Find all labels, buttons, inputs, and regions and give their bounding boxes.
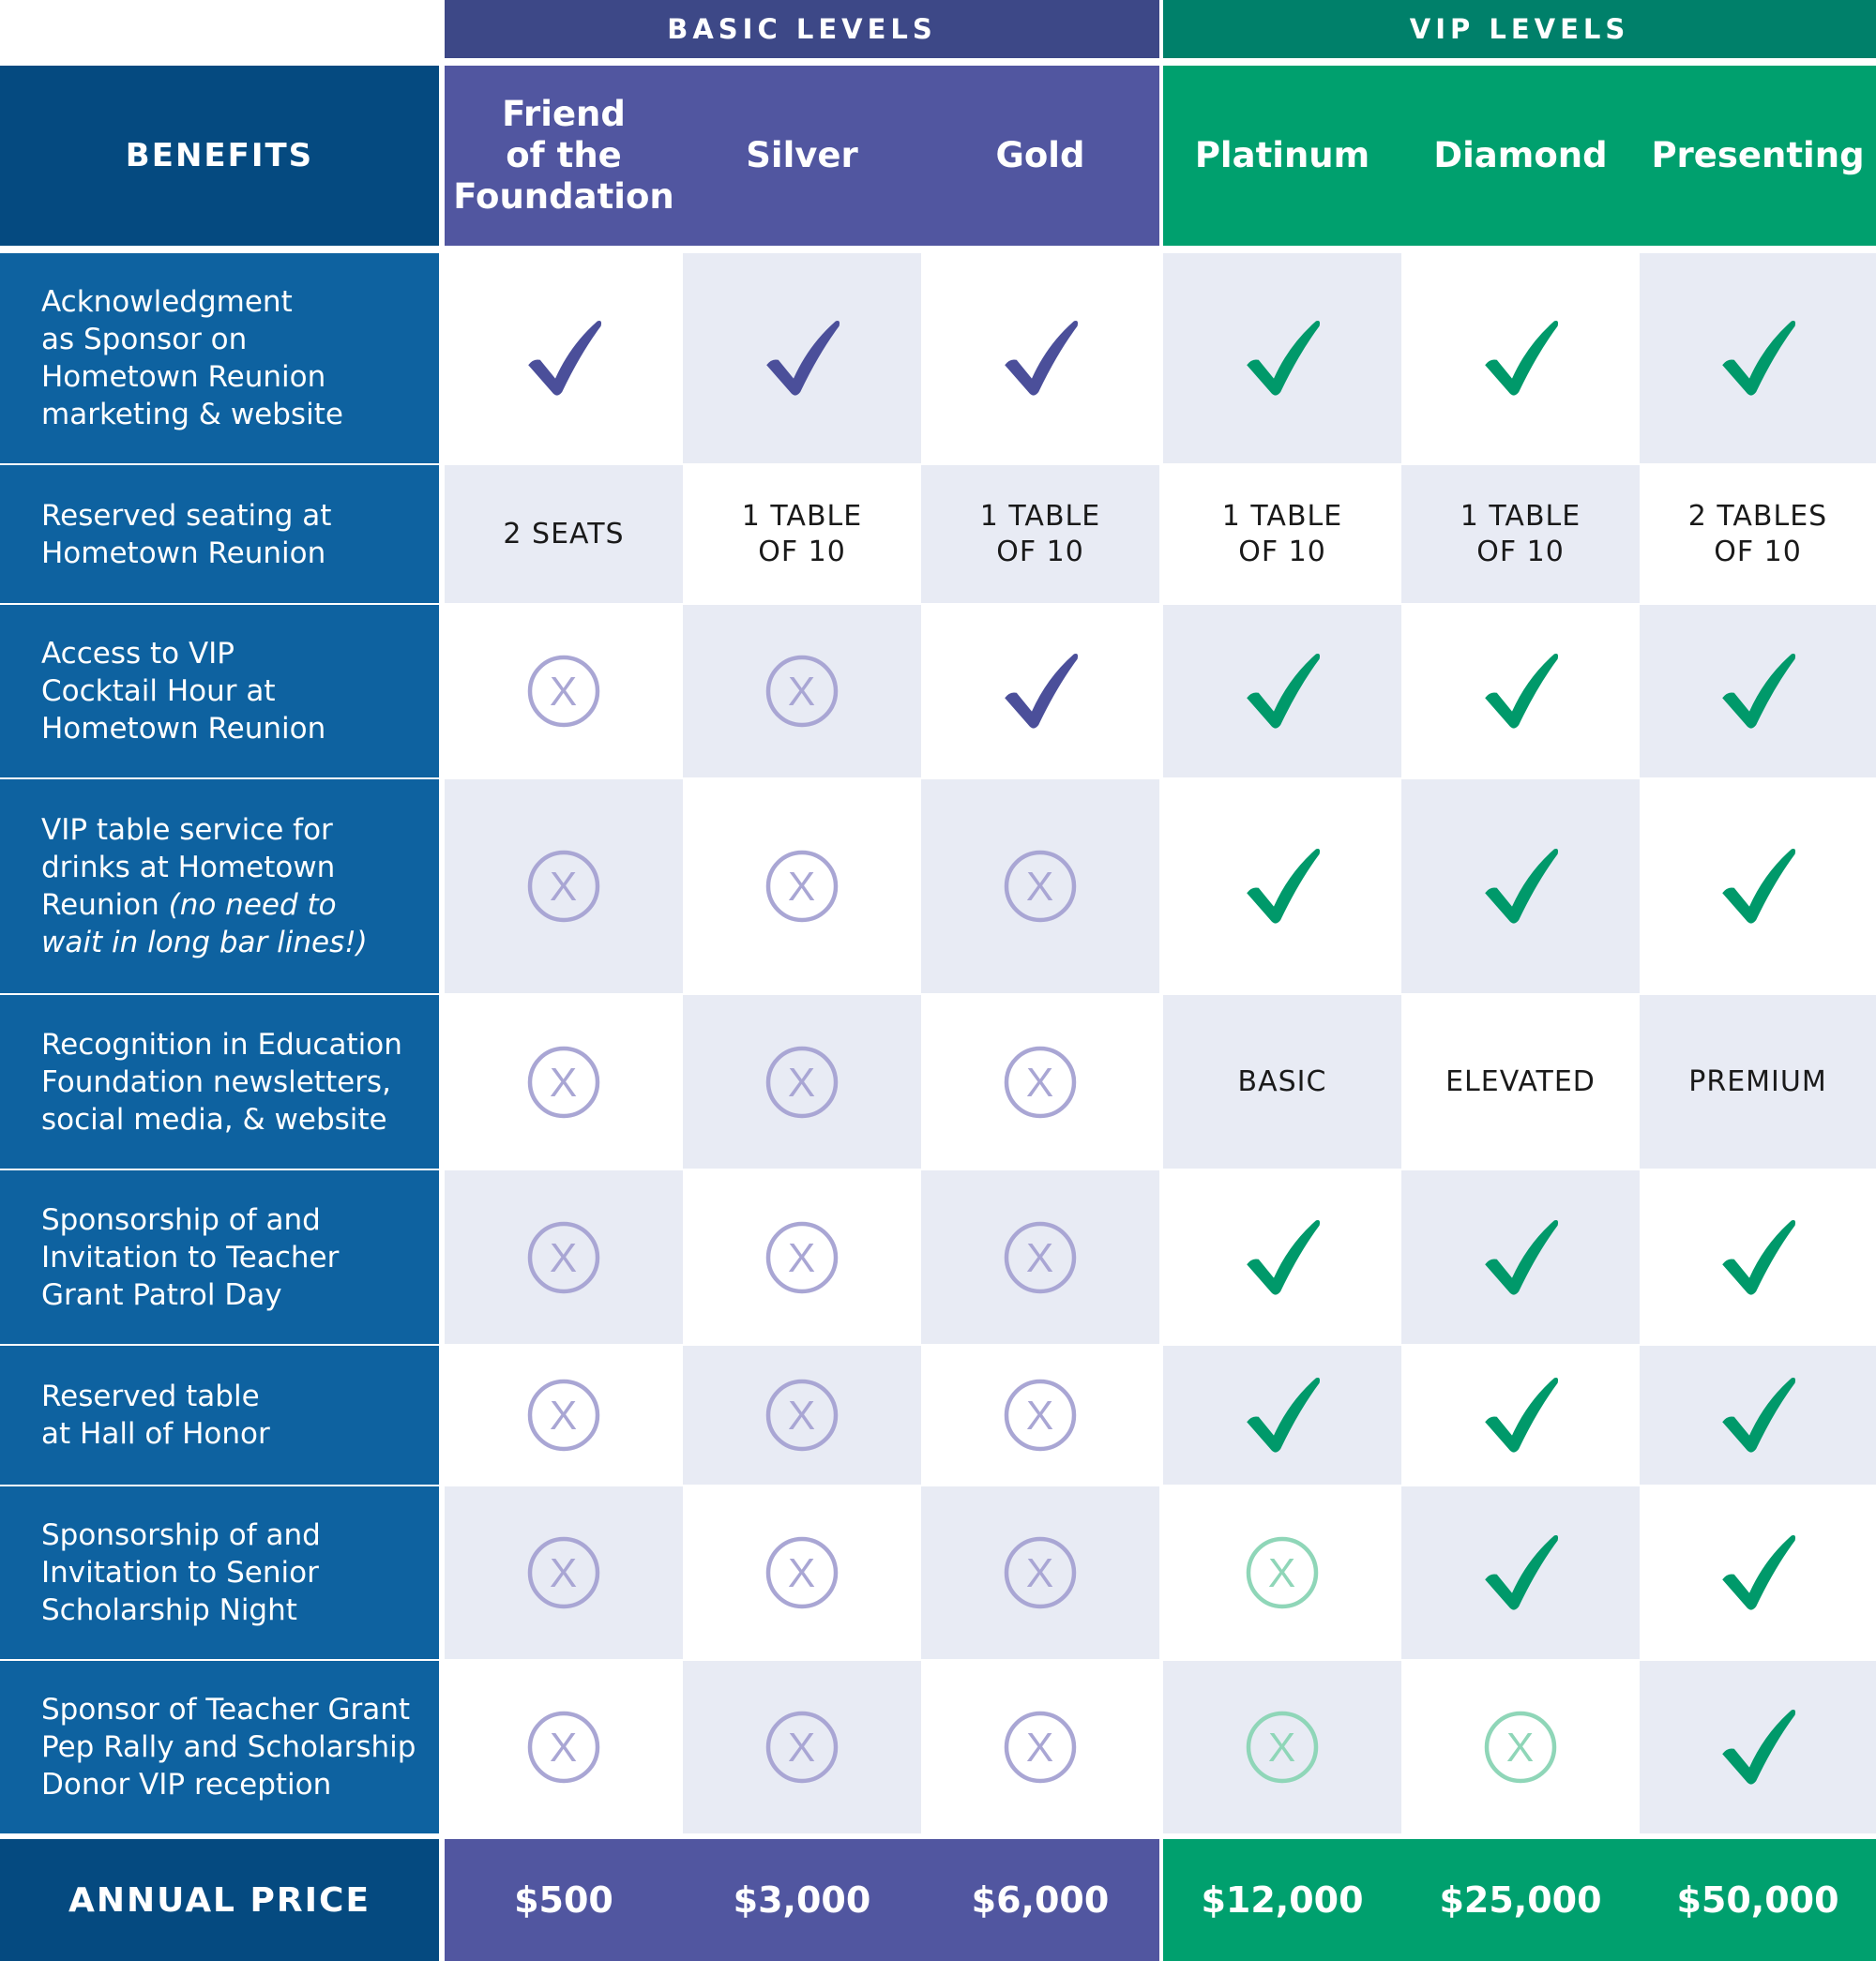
cell-text: 2 SEATS bbox=[503, 517, 625, 551]
column-header-label: Friend of the Foundation bbox=[453, 94, 674, 217]
price-silver: $3,000 bbox=[683, 1839, 921, 1961]
group-header-basic: BASIC LEVELS bbox=[445, 0, 1159, 58]
cell-text: PREMIUM bbox=[1688, 1064, 1827, 1098]
x-circle-icon bbox=[1003, 1535, 1078, 1610]
checkmark-icon bbox=[1716, 1373, 1800, 1457]
cell-r4-presenting bbox=[1640, 779, 1876, 993]
cell-r2-presenting bbox=[1640, 465, 1876, 603]
cell-r1-presenting bbox=[1640, 253, 1876, 463]
column-header-gold bbox=[921, 66, 1159, 246]
column-header-label: Gold bbox=[995, 135, 1085, 175]
cell-r1-friend-of-the-foundation bbox=[445, 253, 683, 463]
cell-text: 1 TABLE OF 10 bbox=[1460, 499, 1581, 568]
cell-r8-presenting bbox=[1640, 1486, 1876, 1659]
x-circle-icon bbox=[764, 1535, 840, 1610]
svg-text:X: X bbox=[1025, 1234, 1055, 1281]
cell-r9-diamond bbox=[1401, 1661, 1640, 1833]
benefit-text: Sponsorship of and Invitation to Teacher Grant Patrol Day bbox=[41, 1202, 340, 1312]
svg-text:X: X bbox=[549, 1234, 579, 1281]
benefit-text: Reserved seating at Hometown Reunion bbox=[41, 498, 332, 570]
column-header-platinum bbox=[1163, 66, 1401, 246]
cell-r1-gold bbox=[921, 253, 1159, 463]
benefit-label-4 bbox=[0, 779, 439, 993]
cell-r1-diamond bbox=[1401, 253, 1640, 463]
svg-text:X: X bbox=[787, 1550, 817, 1596]
svg-text:X: X bbox=[1267, 1725, 1297, 1771]
column-header-silver bbox=[683, 66, 921, 246]
benefit-label-9 bbox=[0, 1661, 439, 1833]
price-diamond: $25,000 bbox=[1401, 1839, 1640, 1961]
benefit-label-7 bbox=[0, 1346, 439, 1485]
column-header-presenting bbox=[1640, 66, 1876, 246]
checkmark-icon bbox=[1478, 1215, 1563, 1300]
x-circle-icon bbox=[764, 1220, 840, 1295]
benefit-text: Recognition in Education Foundation newsletters, social media, & website bbox=[41, 1027, 402, 1137]
cell-r9-gold bbox=[921, 1661, 1159, 1833]
column-header-label: Diamond bbox=[1433, 135, 1608, 175]
benefits-header: BENEFITS bbox=[0, 66, 439, 246]
cell-text: 2 TABLES OF 10 bbox=[1687, 499, 1828, 568]
cell-r6-friend-of-the-foundation bbox=[445, 1170, 683, 1344]
price-platinum: $12,000 bbox=[1163, 1839, 1401, 1961]
cell-r8-diamond bbox=[1401, 1486, 1640, 1659]
cell-r3-presenting bbox=[1640, 605, 1876, 777]
x-circle-icon bbox=[526, 654, 601, 729]
benefit-text: Reserved table at Hall of Honor bbox=[41, 1380, 270, 1451]
benefit-label-2 bbox=[0, 465, 439, 603]
checkmark-icon bbox=[1478, 1531, 1563, 1615]
cell-r4-gold bbox=[921, 779, 1159, 993]
x-circle-icon bbox=[526, 1220, 601, 1295]
cell-r8-silver bbox=[683, 1486, 921, 1659]
svg-text:X: X bbox=[549, 1393, 579, 1439]
benefit-text: Sponsor of Teacher Grant Pep Rally and Scholarship Donor VIP reception bbox=[41, 1693, 416, 1802]
cell-text: BASIC bbox=[1237, 1064, 1327, 1098]
checkmark-icon bbox=[1716, 316, 1800, 400]
x-circle-icon bbox=[1245, 1710, 1320, 1785]
svg-text:X: X bbox=[787, 1234, 817, 1281]
cell-r7-gold bbox=[921, 1346, 1159, 1485]
x-circle-icon bbox=[526, 1710, 601, 1785]
cell-r3-platinum bbox=[1163, 605, 1401, 777]
cell-r6-platinum bbox=[1163, 1170, 1401, 1344]
cell-r9-silver bbox=[683, 1661, 921, 1833]
svg-text:X: X bbox=[549, 1550, 579, 1596]
checkmark-icon bbox=[1240, 844, 1324, 928]
svg-text:X: X bbox=[549, 669, 579, 715]
cell-r4-silver bbox=[683, 779, 921, 993]
cell-r5-presenting bbox=[1640, 995, 1876, 1169]
svg-text:X: X bbox=[549, 1725, 579, 1771]
x-circle-icon bbox=[526, 1378, 601, 1453]
cell-r5-gold bbox=[921, 995, 1159, 1169]
cell-r4-friend-of-the-foundation bbox=[445, 779, 683, 993]
svg-text:X: X bbox=[787, 1059, 817, 1106]
svg-text:X: X bbox=[1267, 1550, 1297, 1596]
group-header-vip: VIP LEVELS bbox=[1163, 0, 1876, 58]
checkmark-icon bbox=[998, 316, 1082, 400]
cell-r9-friend-of-the-foundation bbox=[445, 1661, 683, 1833]
benefit-text: Acknowledgment as Sponsor on Hometown Reunion marketing & website bbox=[41, 285, 343, 431]
checkmark-icon bbox=[1716, 1705, 1800, 1789]
cell-r7-platinum bbox=[1163, 1346, 1401, 1485]
svg-text:X: X bbox=[787, 669, 817, 715]
checkmark-icon bbox=[998, 649, 1082, 733]
svg-text:X: X bbox=[787, 1725, 817, 1771]
cell-r3-silver bbox=[683, 605, 921, 777]
cell-r1-platinum bbox=[1163, 253, 1401, 463]
checkmark-icon bbox=[1240, 1215, 1324, 1300]
checkmark-icon bbox=[1240, 316, 1324, 400]
checkmark-icon bbox=[1716, 844, 1800, 928]
benefit-text: VIP table service for drinks at Hometown Reunion (no need to wait in long bar lines!) bbox=[41, 813, 368, 959]
cell-r5-silver bbox=[683, 995, 921, 1169]
cell-text: 1 TABLE OF 10 bbox=[1221, 499, 1343, 568]
cell-r2-silver bbox=[683, 465, 921, 603]
x-circle-icon bbox=[526, 1045, 601, 1120]
cell-r7-presenting bbox=[1640, 1346, 1876, 1485]
x-circle-icon bbox=[1003, 1220, 1078, 1295]
x-circle-icon bbox=[764, 849, 840, 924]
benefit-label-6 bbox=[0, 1170, 439, 1344]
price-presenting: $50,000 bbox=[1640, 1839, 1876, 1961]
checkmark-icon bbox=[760, 316, 844, 400]
cell-r2-friend-of-the-foundation bbox=[445, 465, 683, 603]
benefit-label-1 bbox=[0, 253, 439, 463]
benefit-text: Sponsorship of and Invitation to Senior Scholarship Night bbox=[41, 1518, 321, 1627]
checkmark-icon bbox=[1478, 844, 1563, 928]
benefit-text: Access to VIP Cocktail Hour at Hometown Reunion bbox=[41, 637, 326, 746]
svg-text:X: X bbox=[549, 864, 579, 910]
svg-text:X: X bbox=[1025, 1725, 1055, 1771]
cell-r8-friend-of-the-foundation bbox=[445, 1486, 683, 1659]
svg-text:X: X bbox=[1025, 1393, 1055, 1439]
cell-r4-platinum bbox=[1163, 779, 1401, 993]
checkmark-icon bbox=[1240, 1373, 1324, 1457]
cell-r7-silver bbox=[683, 1346, 921, 1485]
benefit-label-5 bbox=[0, 995, 439, 1169]
cell-r3-gold bbox=[921, 605, 1159, 777]
cell-r6-diamond bbox=[1401, 1170, 1640, 1344]
cell-r2-platinum bbox=[1163, 465, 1401, 603]
x-circle-icon bbox=[764, 1045, 840, 1120]
cell-r7-diamond bbox=[1401, 1346, 1640, 1485]
cell-r8-platinum bbox=[1163, 1486, 1401, 1659]
cell-r9-presenting bbox=[1640, 1661, 1876, 1833]
cell-r3-friend-of-the-foundation bbox=[445, 605, 683, 777]
cell-r6-presenting bbox=[1640, 1170, 1876, 1344]
annual-price-header: ANNUAL PRICE bbox=[0, 1839, 439, 1961]
checkmark-icon bbox=[1478, 316, 1563, 400]
svg-text:X: X bbox=[787, 1393, 817, 1439]
cell-r5-diamond bbox=[1401, 995, 1640, 1169]
checkmark-icon bbox=[1716, 649, 1800, 733]
checkmark-icon bbox=[522, 316, 606, 400]
column-header-label: Silver bbox=[746, 135, 858, 175]
cell-r8-gold bbox=[921, 1486, 1159, 1659]
checkmark-icon bbox=[1716, 1215, 1800, 1300]
x-circle-icon bbox=[526, 1535, 601, 1610]
cell-r1-silver bbox=[683, 253, 921, 463]
checkmark-icon bbox=[1716, 1531, 1800, 1615]
x-circle-icon bbox=[1483, 1710, 1558, 1785]
x-circle-icon bbox=[764, 654, 840, 729]
cell-text: ELEVATED bbox=[1445, 1064, 1596, 1098]
x-circle-icon bbox=[1003, 1378, 1078, 1453]
column-header-friend-of-the-foundation bbox=[445, 66, 683, 246]
x-circle-icon bbox=[1003, 1045, 1078, 1120]
benefit-label-3 bbox=[0, 605, 439, 777]
column-header-label: Platinum bbox=[1194, 135, 1370, 175]
cell-r6-silver bbox=[683, 1170, 921, 1344]
checkmark-icon bbox=[1240, 649, 1324, 733]
x-circle-icon bbox=[1245, 1535, 1320, 1610]
benefit-label-8 bbox=[0, 1486, 439, 1659]
cell-r9-platinum bbox=[1163, 1661, 1401, 1833]
x-circle-icon bbox=[1003, 849, 1078, 924]
svg-text:X: X bbox=[1025, 1550, 1055, 1596]
price-friend-of-the-foundation: $500 bbox=[445, 1839, 683, 1961]
svg-text:X: X bbox=[1025, 1059, 1055, 1106]
cell-r2-diamond bbox=[1401, 465, 1640, 603]
svg-text:X: X bbox=[1025, 864, 1055, 910]
cell-r2-gold bbox=[921, 465, 1159, 603]
checkmark-icon bbox=[1478, 1373, 1563, 1457]
svg-text:X: X bbox=[549, 1059, 579, 1106]
cell-r7-friend-of-the-foundation bbox=[445, 1346, 683, 1485]
cell-r3-diamond bbox=[1401, 605, 1640, 777]
cell-r6-gold bbox=[921, 1170, 1159, 1344]
svg-text:X: X bbox=[1505, 1725, 1536, 1771]
cell-r5-platinum bbox=[1163, 995, 1401, 1169]
checkmark-icon bbox=[1478, 649, 1563, 733]
price-gold: $6,000 bbox=[921, 1839, 1159, 1961]
x-circle-icon bbox=[764, 1710, 840, 1785]
column-header-diamond bbox=[1401, 66, 1640, 246]
cell-text: 1 TABLE OF 10 bbox=[979, 499, 1101, 568]
svg-text:X: X bbox=[787, 864, 817, 910]
x-circle-icon bbox=[1003, 1710, 1078, 1785]
cell-text: 1 TABLE OF 10 bbox=[741, 499, 863, 568]
cell-r4-diamond bbox=[1401, 779, 1640, 993]
x-circle-icon bbox=[526, 849, 601, 924]
column-header-label: Presenting bbox=[1651, 135, 1865, 175]
x-circle-icon bbox=[764, 1378, 840, 1453]
cell-r5-friend-of-the-foundation bbox=[445, 995, 683, 1169]
